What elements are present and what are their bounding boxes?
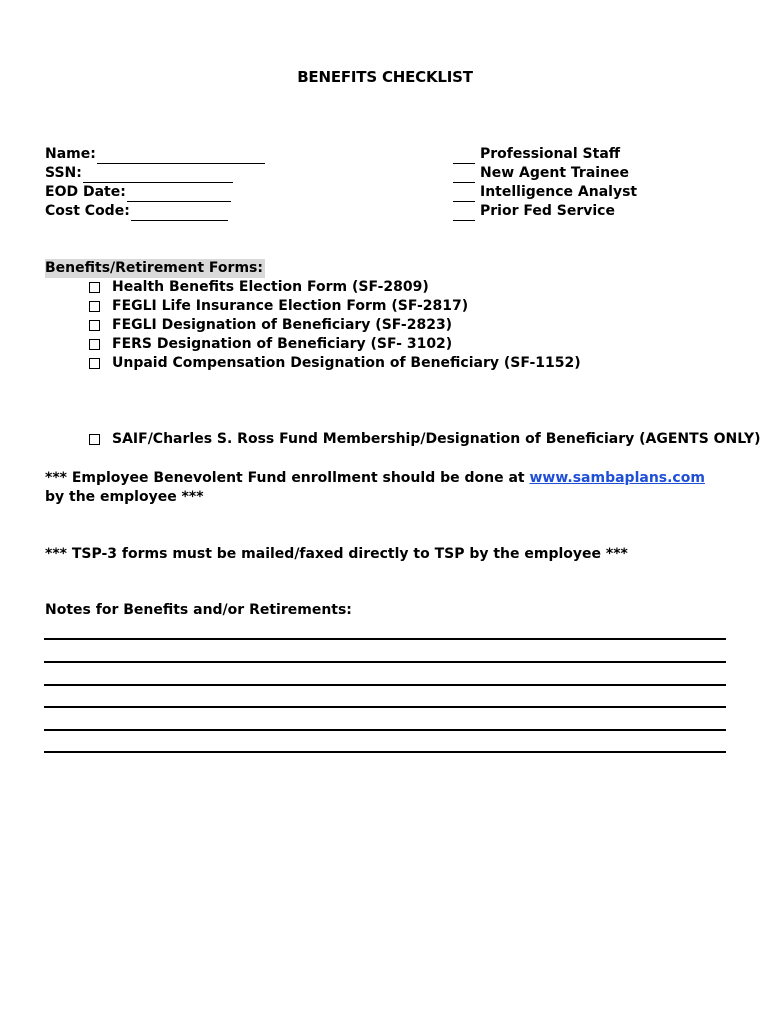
sambaplans-link[interactable]: www.sambaplans.com — [529, 470, 705, 486]
form-item-sf-1152[interactable] — [89, 354, 581, 373]
type-option-new-agent-trainee[interactable] — [453, 164, 753, 183]
notes-line[interactable] — [44, 751, 726, 753]
form-item-sf-2823[interactable] — [89, 316, 581, 335]
type-blank[interactable] — [453, 150, 475, 164]
form-item-label: FERS Designation of Beneficiary (SF- 3102) — [112, 336, 453, 352]
form-item-label: Health Benefits Election Form (SF-2809) — [112, 279, 429, 295]
forms-checklist — [89, 278, 581, 373]
checkbox-icon[interactable] — [89, 358, 100, 369]
checkbox-icon[interactable] — [89, 301, 100, 312]
form-item-sf-2817[interactable] — [89, 297, 581, 316]
checkbox-icon[interactable] — [89, 282, 100, 293]
type-blank[interactable] — [453, 169, 475, 183]
notes-line[interactable] — [44, 706, 726, 708]
type-label: Professional Staff — [480, 146, 621, 162]
type-blank[interactable] — [453, 188, 475, 202]
checkbox-icon[interactable] — [89, 339, 100, 350]
form-item-label: FEGLI Designation of Beneficiary (SF-2823) — [112, 317, 453, 333]
ssn-blank[interactable] — [83, 169, 233, 183]
ssn-label: SSN: — [45, 165, 82, 181]
eod-date-label: EOD Date: — [45, 184, 126, 200]
notes-heading: Notes for Benefits and/or Retirements: — [45, 602, 352, 618]
type-label: Intelligence Analyst — [480, 184, 638, 200]
type-blank[interactable] — [453, 207, 475, 221]
name-field[interactable] — [45, 145, 445, 164]
cost-code-field[interactable] — [45, 202, 445, 221]
ebf-note — [45, 469, 725, 507]
tsp-note: *** TSP-3 forms must be mailed/faxed directly to TSP by the employee *** — [45, 546, 628, 562]
type-option-intelligence-analyst[interactable] — [453, 183, 753, 202]
employee-info-fields — [45, 145, 445, 221]
name-blank[interactable] — [97, 150, 265, 164]
eod-date-field[interactable] — [45, 183, 445, 202]
eod-date-blank[interactable] — [127, 188, 231, 202]
forms-heading: Benefits/Retirement Forms: — [45, 260, 263, 276]
notes-line[interactable] — [44, 638, 726, 640]
notes-line[interactable] — [44, 661, 726, 663]
form-item-sf-3102[interactable] — [89, 335, 581, 354]
form-item-label: FEGLI Life Insurance Election Form (SF-2817) — [112, 298, 469, 314]
notes-line[interactable] — [44, 684, 726, 686]
form-item-label: SAIF/Charles S. Ross Fund Membership/Designation of Beneficiary (AGENTS ONLY) — [112, 431, 761, 447]
ebf-note-text: *** Employee Benevolent Fund enrollment should be done at — [45, 470, 530, 486]
cost-code-label: Cost Code: — [45, 203, 130, 219]
type-label: Prior Fed Service — [480, 203, 615, 219]
form-item-saif[interactable] — [89, 430, 761, 449]
ebf-note-text-end: by the employee *** — [45, 489, 204, 505]
employee-type-options — [453, 145, 753, 221]
checkbox-icon[interactable] — [89, 320, 100, 331]
checkbox-icon[interactable] — [89, 434, 100, 445]
type-label: New Agent Trainee — [480, 165, 630, 181]
form-item-label: Unpaid Compensation Designation of Beneficiary (SF-1152) — [112, 355, 581, 371]
page-title: BENEFITS CHECKLIST — [297, 68, 473, 86]
ssn-field[interactable] — [45, 164, 445, 183]
name-label: Name: — [45, 146, 96, 162]
notes-line[interactable] — [44, 729, 726, 731]
type-option-professional-staff[interactable] — [453, 145, 753, 164]
type-option-prior-fed-service[interactable] — [453, 202, 753, 221]
form-item-sf-2809[interactable] — [89, 278, 581, 297]
cost-code-blank[interactable] — [131, 207, 228, 221]
